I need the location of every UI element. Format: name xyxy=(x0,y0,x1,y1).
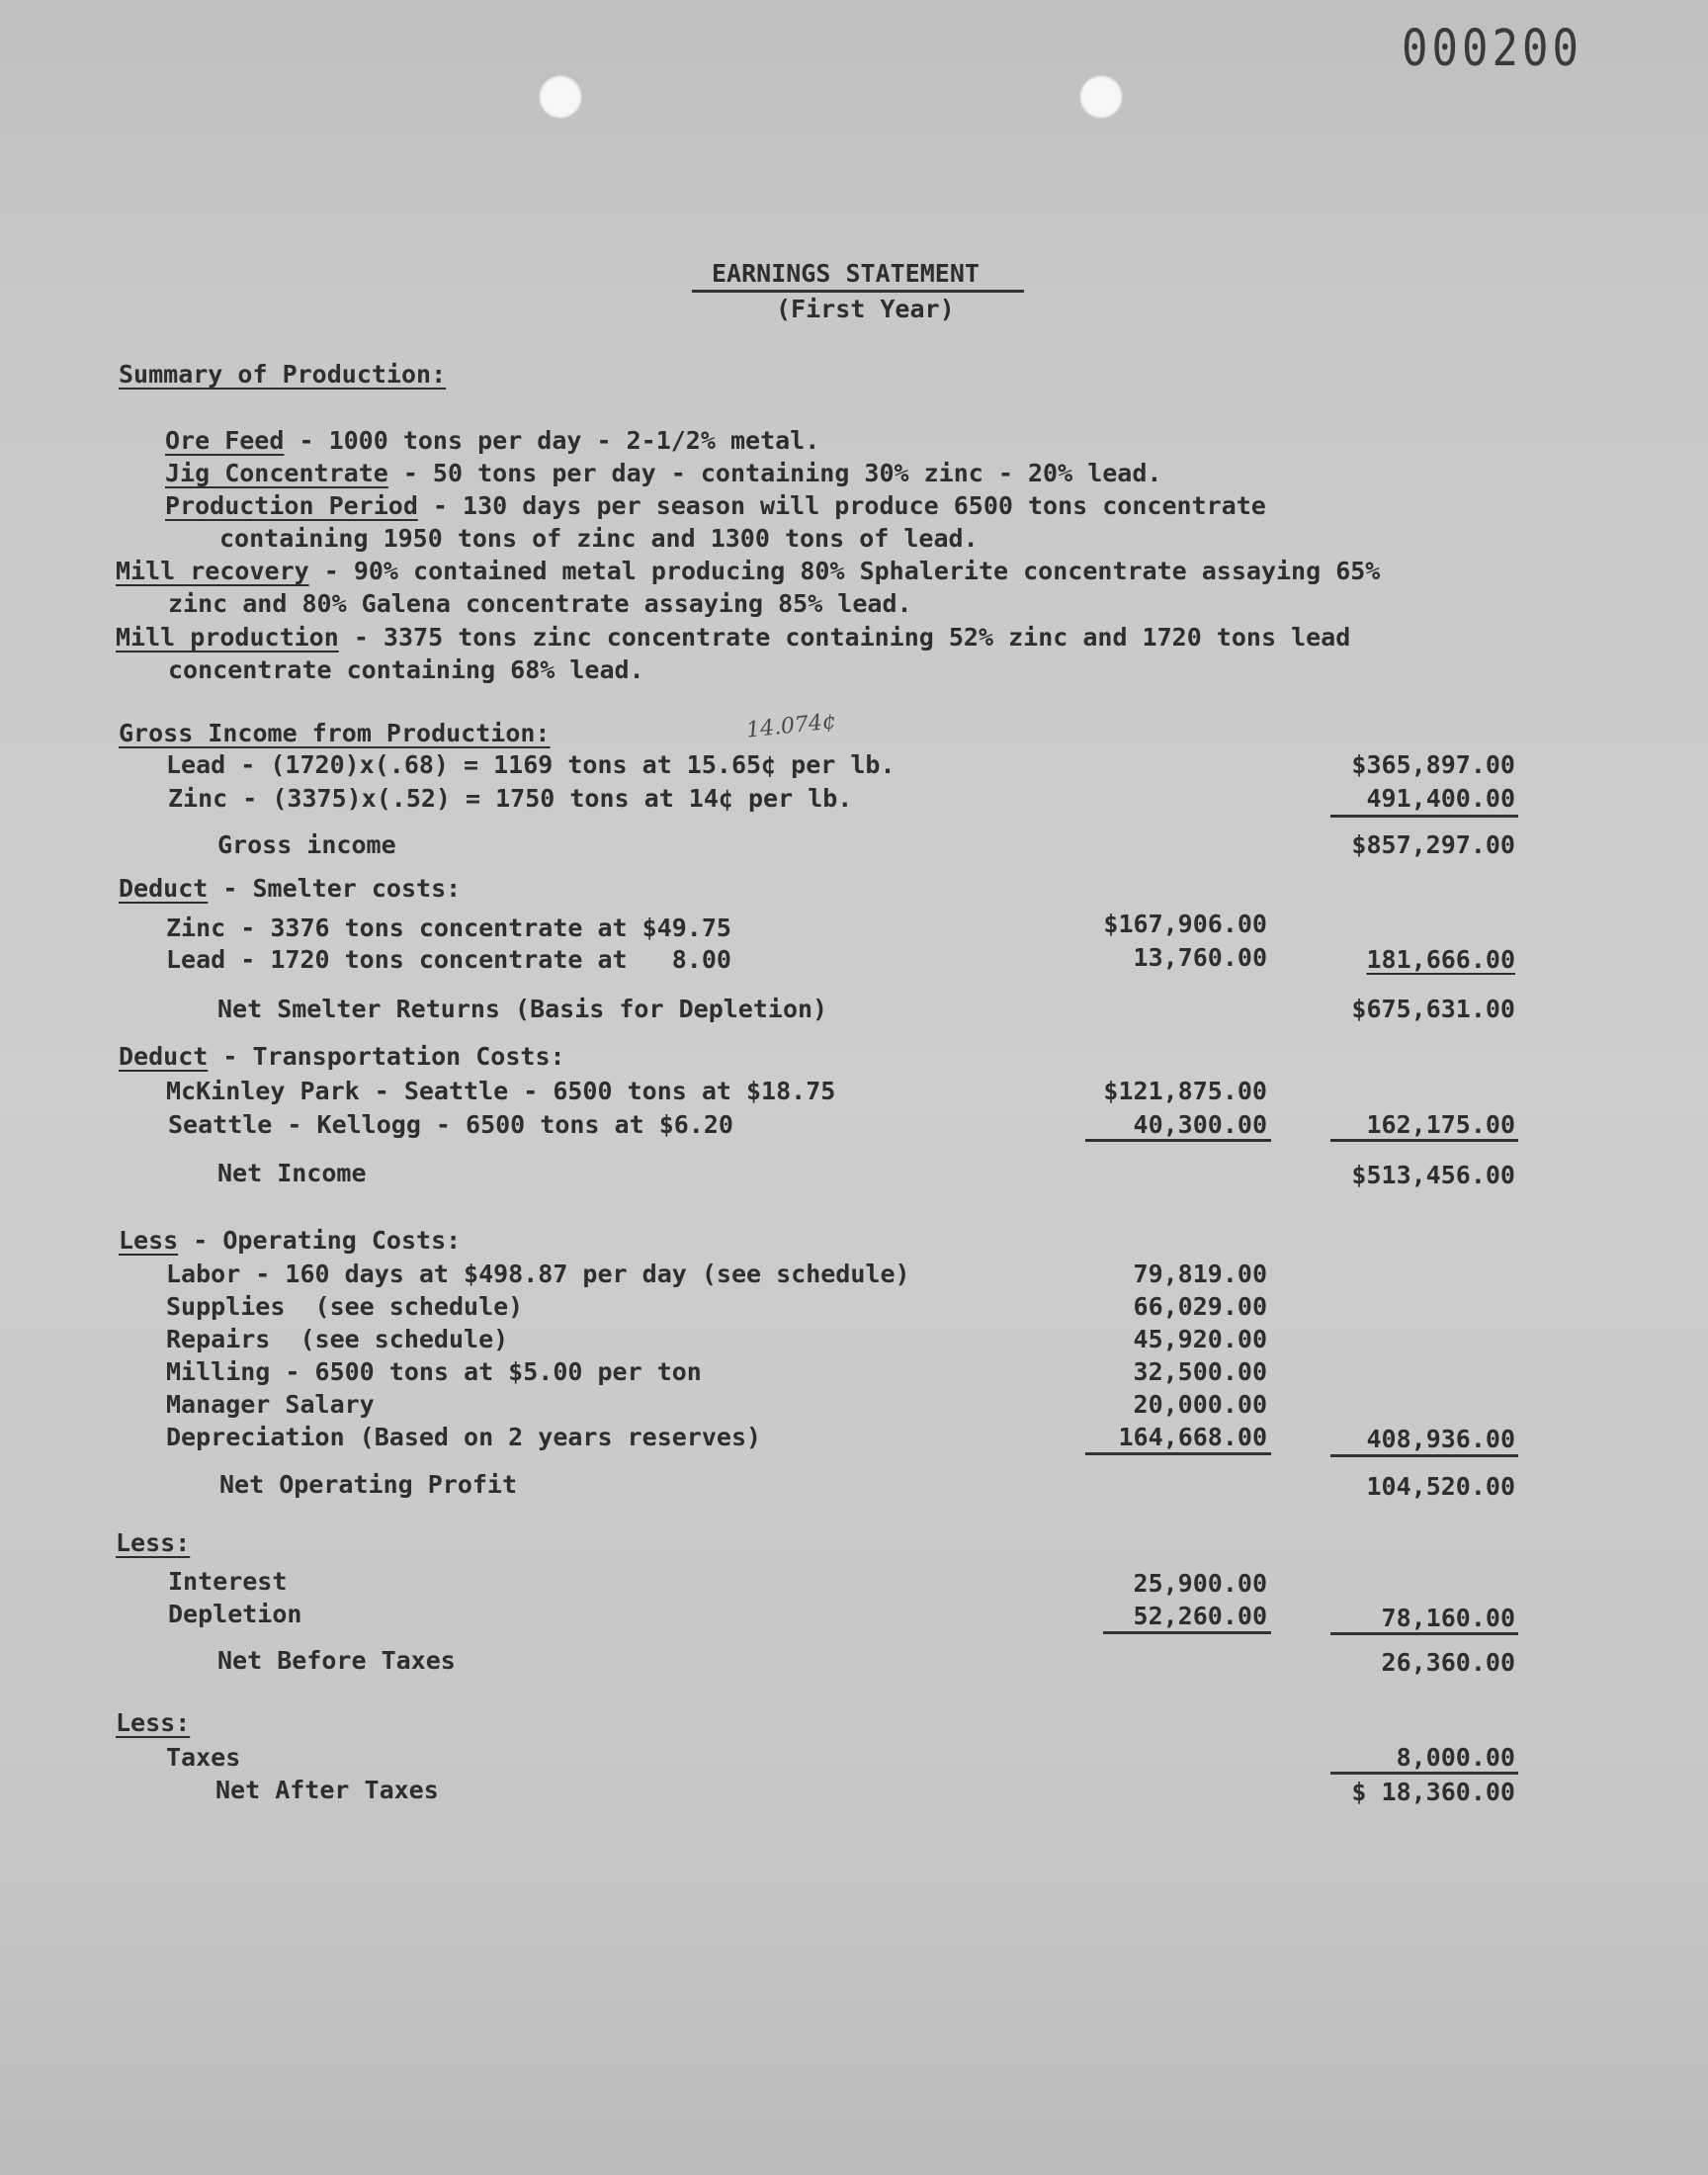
gross-lead-amount: $365,897.00 xyxy=(1351,750,1515,779)
operating-row-amount: 66,029.00 xyxy=(1133,1292,1267,1321)
taxes-amount: 8,000.00 xyxy=(1396,1743,1515,1772)
transport-row2-amount: 40,300.00 xyxy=(1133,1110,1267,1139)
recovery-text: - 90% contained metal producing 80% Sphalerite concentrate assaying 65% xyxy=(308,557,1381,585)
smelter-lead-amount: 13,760.00 xyxy=(1133,943,1267,972)
jig-text: - 50 tons per day - containing 30% zinc - 20% lead. xyxy=(387,459,1162,487)
handwritten-note: 14.074¢ xyxy=(744,709,838,743)
depletion-amount: 52,260.00 xyxy=(1133,1602,1267,1630)
recovery-line-2: zinc and 80% Galena concentrate assaying 85% lead. xyxy=(168,589,912,618)
gross-rule xyxy=(1330,815,1518,818)
transport-net-amount: $513,456.00 xyxy=(1351,1161,1515,1189)
operating-heading-text: - Operating Costs: xyxy=(178,1226,462,1255)
smelter-heading-text: - Smelter costs: xyxy=(208,874,462,903)
operating-rule-2 xyxy=(1330,1454,1518,1457)
operating-row-label: Labor - 160 days at $498.87 per day (see schedule) xyxy=(166,1260,910,1288)
before-taxes-label: Net Before Taxes xyxy=(217,1646,456,1675)
operating-row-label: Manager Salary xyxy=(166,1390,375,1419)
less1-subtotal: 78,160.00 xyxy=(1381,1604,1515,1632)
operating-heading-label: Less xyxy=(119,1226,179,1255)
document-title: EARNINGS STATEMENT xyxy=(712,259,980,288)
transport-heading-label: Deduct xyxy=(119,1042,209,1071)
interest-label: Interest xyxy=(168,1567,288,1596)
ore-feed-label: Ore Feed xyxy=(165,426,285,455)
operating-heading xyxy=(119,1228,461,1253)
summary-heading: Summary of Production: xyxy=(119,360,447,389)
transport-heading xyxy=(119,1044,565,1069)
period-line xyxy=(165,493,1266,518)
less-heading-1: Less: xyxy=(116,1528,191,1557)
operating-row-label: Milling - 6500 tons at $5.00 per ton xyxy=(166,1357,702,1386)
operating-row-amount: 45,920.00 xyxy=(1133,1325,1267,1353)
document-subtitle: (First Year) xyxy=(776,295,955,323)
period-text: - 130 days per season will produce 6500 tons concentrate xyxy=(417,491,1266,520)
gross-zinc-amount: 491,400.00 xyxy=(1366,784,1515,813)
interest-amount: 25,900.00 xyxy=(1133,1569,1267,1598)
punch-hole-left xyxy=(539,75,582,119)
before-taxes-amount: 26,360.00 xyxy=(1381,1648,1515,1677)
smelter-subtotal: 181,666.00 xyxy=(1366,945,1515,974)
taxes-rule xyxy=(1330,1772,1518,1775)
production-label: Mill production xyxy=(116,623,339,652)
period-label: Production Period xyxy=(165,491,418,520)
depletion-label: Depletion xyxy=(168,1600,302,1628)
operating-row-label: Supplies (see schedule) xyxy=(166,1292,524,1321)
transport-subtotal: 162,175.00 xyxy=(1366,1110,1515,1139)
transport-row1-text: McKinley Park - Seattle - 6500 tons at $18.75 xyxy=(166,1077,836,1105)
less1-rule-2 xyxy=(1330,1632,1518,1635)
gross-zinc-text: Zinc - (3375)x(.52) = 1750 tons at 14¢ per lb. xyxy=(168,784,853,813)
operating-net-amount: 104,520.00 xyxy=(1366,1472,1515,1501)
ore-feed-line xyxy=(165,428,819,453)
operating-row-label: Depreciation (Based on 2 years reserves) xyxy=(166,1423,762,1451)
period-line-2: containing 1950 tons of zinc and 1300 tons of lead. xyxy=(219,524,979,553)
smelter-heading xyxy=(119,876,461,901)
operating-rule-1 xyxy=(1085,1452,1271,1455)
jig-line xyxy=(165,461,1161,485)
operating-row-amount: 79,819.00 xyxy=(1133,1260,1267,1288)
transport-row1-amount: $121,875.00 xyxy=(1103,1077,1267,1105)
operating-row-label: Repairs (see schedule) xyxy=(166,1325,509,1353)
transport-heading-text: - Transportation Costs: xyxy=(208,1042,565,1071)
transport-row2-text: Seattle - Kellogg - 6500 tons at $6.20 xyxy=(168,1110,733,1139)
gross-lead-text: Lead - (1720)x(.68) = 1169 tons at 15.65¢ per lb. xyxy=(166,750,896,779)
gross-total-amount: $857,297.00 xyxy=(1351,830,1515,859)
operating-row-amount: 164,668.00 xyxy=(1118,1423,1267,1451)
transport-rule-2 xyxy=(1330,1139,1518,1142)
operating-row-amount: 20,000.00 xyxy=(1133,1390,1267,1419)
recovery-label: Mill recovery xyxy=(116,557,309,585)
smelter-lead-text: Lead - 1720 tons concentrate at 8.00 xyxy=(166,945,731,974)
after-taxes-label: Net After Taxes xyxy=(215,1776,439,1804)
title-underline xyxy=(692,290,1024,293)
less-heading-2: Less: xyxy=(116,1708,191,1737)
smelter-zinc-amount: $167,906.00 xyxy=(1103,910,1267,938)
smelter-heading-label: Deduct xyxy=(119,874,209,903)
operating-subtotal: 408,936.00 xyxy=(1366,1425,1515,1453)
jig-label: Jig Concentrate xyxy=(165,459,388,487)
production-line xyxy=(116,625,1350,650)
smelter-net-label: Net Smelter Returns (Basis for Depletion) xyxy=(217,995,828,1023)
document-number: 000200 xyxy=(1402,20,1582,78)
punch-hole-right xyxy=(1079,75,1123,119)
operating-net-label: Net Operating Profit xyxy=(219,1470,518,1499)
smelter-zinc-text: Zinc - 3376 tons concentrate at $49.75 xyxy=(166,914,731,942)
gross-heading: Gross Income from Production: xyxy=(119,719,551,747)
taxes-label: Taxes xyxy=(166,1743,241,1772)
after-taxes-amount: $ 18,360.00 xyxy=(1351,1778,1515,1806)
ore-feed-text: - 1000 tons per day - 2-1/2% metal. xyxy=(284,426,820,455)
transport-net-label: Net Income xyxy=(217,1159,367,1187)
transport-rule-1 xyxy=(1085,1139,1271,1142)
smelter-net-amount: $675,631.00 xyxy=(1351,995,1515,1023)
operating-row-amount: 32,500.00 xyxy=(1133,1357,1267,1386)
gross-total-label: Gross income xyxy=(217,830,396,859)
production-text: - 3375 tons zinc concentrate containing 52% zinc and 1720 tons lead xyxy=(338,623,1351,652)
recovery-line xyxy=(116,559,1380,583)
production-line-2: concentrate containing 68% lead. xyxy=(168,655,644,684)
less1-rule-1 xyxy=(1103,1631,1271,1634)
